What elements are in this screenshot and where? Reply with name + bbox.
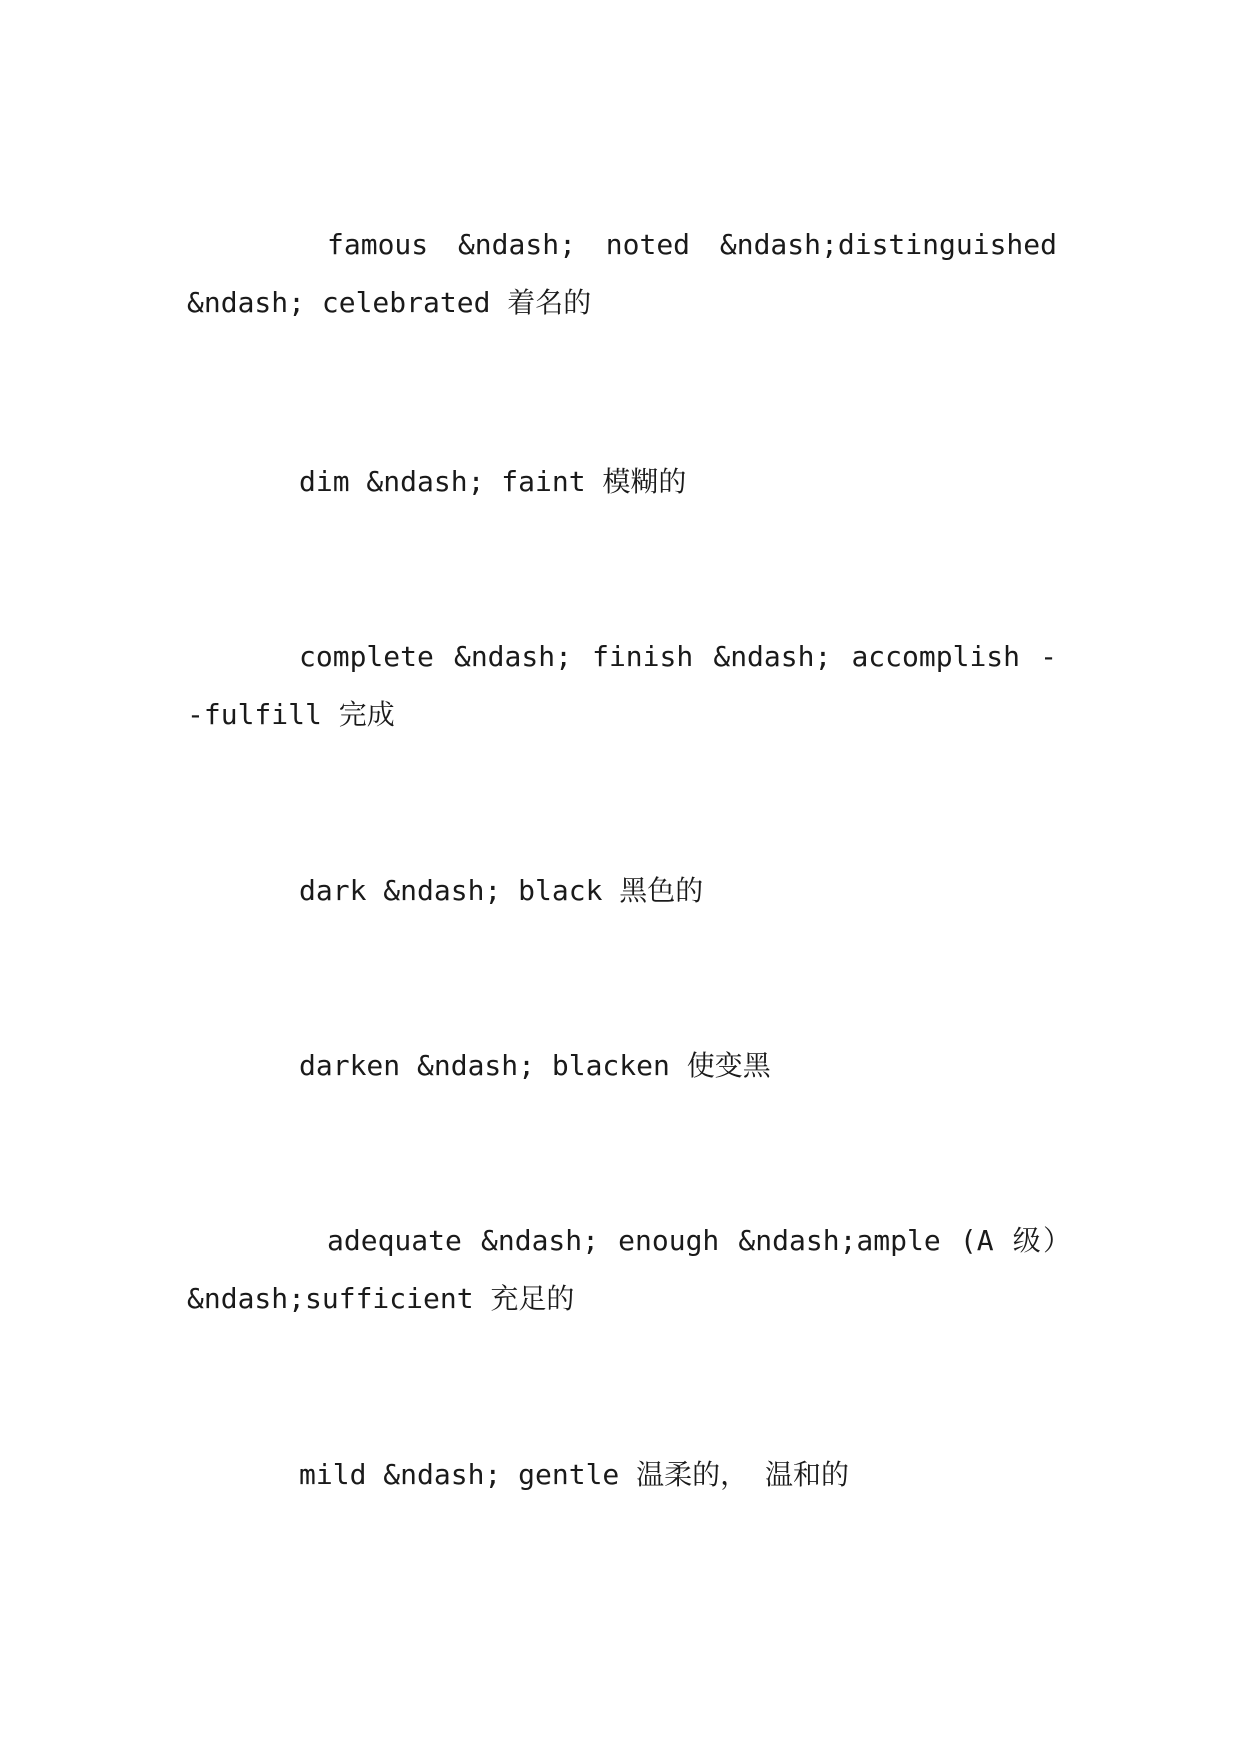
entry-text: dark &ndash; black 黑色的	[299, 874, 704, 907]
entry-dark	[187, 862, 1057, 920]
entry-famous	[187, 216, 1074, 332]
entry-text: darken &ndash; blacken 使变黑	[299, 1049, 771, 1082]
entry-mild	[187, 1446, 1057, 1504]
entry-text: adequate &ndash; enough &ndash;ample (A 级）&ndash;sufficient 充足的	[187, 1224, 1057, 1315]
entry-text: mild &ndash; gentle 温柔的， 温和的	[299, 1458, 850, 1491]
entry-text: dim &ndash; faint 模糊的	[299, 465, 687, 498]
entry-darken	[187, 1037, 1057, 1095]
entry-dim	[187, 453, 1057, 511]
entry-complete	[187, 628, 1057, 744]
entry-text: famous &ndash; noted &ndash;distinguished &ndash; celebrated 着名的	[187, 228, 1074, 319]
entry-adequate	[187, 1212, 1057, 1328]
entry-text: complete &ndash; finish &ndash; accomplish --fulfill 完成	[187, 640, 1057, 731]
